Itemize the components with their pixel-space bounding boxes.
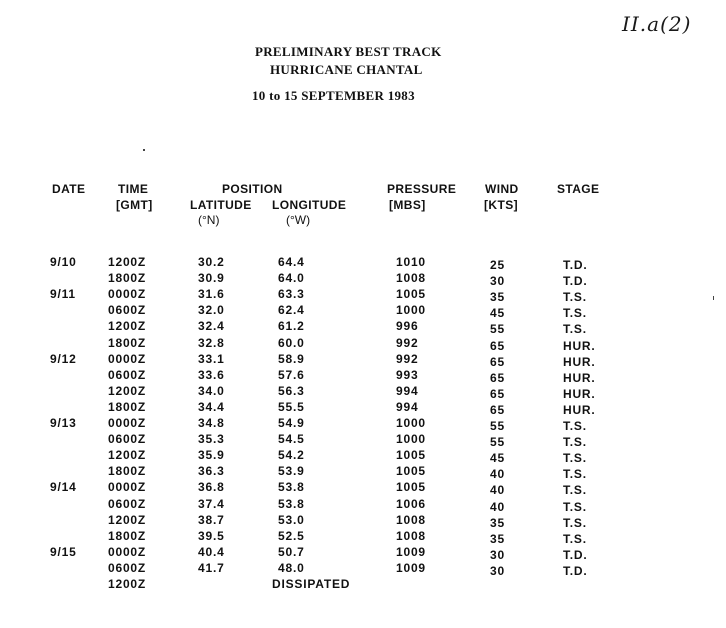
cell-wind: 30 bbox=[490, 547, 505, 562]
header-pressure: PRESSURE bbox=[387, 182, 457, 196]
cell-date: 9/14 bbox=[50, 480, 77, 495]
cell-lon: 64.4 bbox=[278, 255, 305, 269]
cell-stage: T.S. bbox=[563, 451, 587, 466]
cell-wind: 35 bbox=[490, 290, 505, 305]
scan-speck bbox=[713, 296, 714, 300]
cell-lat: 30.2 bbox=[198, 255, 225, 269]
cell-lon: 63.3 bbox=[278, 287, 305, 302]
cell-pressure: 1010 bbox=[396, 255, 426, 269]
cell-lon: 56.3 bbox=[278, 383, 305, 398]
cell-stage: T.S. bbox=[563, 290, 587, 305]
cell-lon: DISSIPATED bbox=[272, 577, 351, 591]
cell-pressure: 1000 bbox=[396, 416, 426, 430]
cell-pressure: 994 bbox=[396, 383, 419, 398]
cell-lon: 50.7 bbox=[278, 544, 305, 559]
cell-lat: 34.0 bbox=[198, 383, 225, 398]
cell-wind: 25 bbox=[490, 258, 505, 272]
cell-pressure: 1005 bbox=[396, 464, 426, 479]
cell-time: 0600Z bbox=[108, 560, 147, 575]
cell-stage: T.S. bbox=[563, 467, 587, 482]
header-time: TIME bbox=[118, 182, 149, 196]
cell-time: 0600Z bbox=[108, 367, 147, 382]
cell-stage: T.D. bbox=[563, 274, 588, 289]
header-position: POSITION bbox=[222, 182, 283, 196]
cell-lat: 38.7 bbox=[198, 512, 225, 527]
cell-pressure: 1005 bbox=[396, 287, 426, 302]
cell-wind: 40 bbox=[490, 467, 505, 482]
header-latitude: LATITUDE bbox=[190, 198, 252, 212]
cell-wind: 45 bbox=[490, 451, 505, 466]
cell-lon: 54.5 bbox=[278, 432, 305, 447]
cell-pressure: 1005 bbox=[396, 448, 426, 463]
cell-time: 1200Z bbox=[108, 255, 147, 269]
cell-lat: 37.4 bbox=[198, 496, 225, 511]
cell-lat: 32.4 bbox=[198, 319, 225, 334]
cell-lat: 33.1 bbox=[198, 351, 225, 366]
cell-time: 1200Z bbox=[108, 577, 147, 591]
cell-pressure: 1000 bbox=[396, 303, 426, 318]
cell-pressure: 996 bbox=[396, 319, 419, 334]
cell-pressure: 1008 bbox=[396, 528, 426, 543]
cell-wind: 65 bbox=[490, 386, 505, 401]
cell-stage: T.S. bbox=[563, 419, 587, 433]
cell-pressure: 1000 bbox=[396, 432, 426, 447]
cell-lon: 53.8 bbox=[278, 496, 305, 511]
cell-stage: T.S. bbox=[563, 435, 587, 450]
cell-time: 1800Z bbox=[108, 335, 147, 350]
cell-lat: 33.6 bbox=[198, 367, 225, 382]
cell-wind: 55 bbox=[490, 435, 505, 450]
cell-date: 9/13 bbox=[50, 416, 77, 430]
cell-wind: 65 bbox=[490, 370, 505, 385]
cell-wind: 65 bbox=[490, 338, 505, 353]
title-line-2: HURRICANE CHANTAL bbox=[270, 62, 423, 77]
cell-wind: 55 bbox=[490, 419, 505, 433]
cell-lat: 30.9 bbox=[198, 271, 225, 286]
cell-time: 1800Z bbox=[108, 528, 147, 543]
handwritten-annotation: II.a(2) bbox=[622, 12, 692, 36]
cell-stage: HUR. bbox=[563, 338, 596, 353]
cell-pressure: 992 bbox=[396, 351, 419, 366]
cell-time: 1200Z bbox=[108, 448, 147, 463]
cell-lon: 62.4 bbox=[278, 303, 305, 318]
cell-lat: 35.3 bbox=[198, 432, 225, 447]
header-stage: STAGE bbox=[557, 182, 600, 196]
cell-time: 1200Z bbox=[108, 383, 147, 398]
header-wind-unit: [KTS] bbox=[484, 198, 518, 212]
cell-lon: 55.5 bbox=[278, 399, 305, 414]
cell-wind: 35 bbox=[490, 515, 505, 530]
cell-lat: 39.5 bbox=[198, 528, 225, 543]
cell-stage: T.S. bbox=[563, 306, 587, 321]
cell-date: 9/11 bbox=[50, 287, 76, 302]
cell-stage: HUR. bbox=[563, 402, 596, 417]
cell-stage: HUR. bbox=[563, 386, 596, 401]
cell-wind: 65 bbox=[490, 354, 505, 369]
cell-pressure: 992 bbox=[396, 335, 419, 350]
cell-pressure: 1009 bbox=[396, 560, 426, 575]
scan-speck bbox=[143, 149, 145, 151]
cell-stage: T.D. bbox=[563, 563, 588, 578]
cell-time: 0600Z bbox=[108, 303, 147, 318]
cell-lon: 53.8 bbox=[278, 480, 305, 495]
cell-lon: 54.2 bbox=[278, 448, 305, 463]
header-pressure-unit: [MBS] bbox=[389, 198, 426, 212]
cell-lat: 36.8 bbox=[198, 480, 225, 495]
cell-pressure: 993 bbox=[396, 367, 419, 382]
cell-wind: 30 bbox=[490, 563, 505, 578]
cell-lat: 34.8 bbox=[198, 416, 225, 430]
cell-lon: 60.0 bbox=[278, 335, 305, 350]
cell-pressure: 1009 bbox=[396, 544, 426, 559]
cell-lat: 41.7 bbox=[198, 560, 225, 575]
header-time-unit: [GMT] bbox=[116, 198, 153, 212]
header-date: DATE bbox=[52, 182, 86, 196]
title-line-3: 10 to 15 SEPTEMBER 1983 bbox=[252, 88, 415, 103]
cell-lon: 54.9 bbox=[278, 416, 305, 430]
cell-time: 0600Z bbox=[108, 496, 147, 511]
cell-lon: 57.6 bbox=[278, 367, 305, 382]
cell-time: 1200Z bbox=[108, 512, 147, 527]
cell-lat: 35.9 bbox=[198, 448, 225, 463]
cell-stage: HUR. bbox=[563, 354, 596, 369]
cell-stage: T.S. bbox=[563, 499, 587, 514]
cell-lon: 53.9 bbox=[278, 464, 305, 479]
cell-time: 1800Z bbox=[108, 399, 147, 414]
cell-time: 0000Z bbox=[108, 287, 147, 302]
cell-lon: 61.2 bbox=[278, 319, 305, 334]
cell-pressure: 1008 bbox=[396, 271, 426, 286]
cell-wind: 45 bbox=[490, 306, 505, 321]
cell-lon: 52.5 bbox=[278, 528, 305, 543]
cell-wind: 40 bbox=[490, 483, 505, 498]
cell-time: 0000Z bbox=[108, 351, 147, 366]
cell-lon: 53.0 bbox=[278, 512, 305, 527]
cell-wind: 40 bbox=[490, 499, 505, 514]
cell-lat: 31.6 bbox=[198, 287, 225, 302]
cell-time: 0000Z bbox=[108, 416, 147, 430]
cell-stage: T.S. bbox=[563, 322, 587, 337]
cell-pressure: 1005 bbox=[396, 480, 426, 495]
cell-pressure: 1006 bbox=[396, 496, 426, 511]
cell-time: 0600Z bbox=[108, 432, 147, 447]
cell-time: 1800Z bbox=[108, 464, 147, 479]
cell-wind: 30 bbox=[490, 274, 505, 289]
cell-wind: 55 bbox=[490, 322, 505, 337]
cell-wind: 35 bbox=[490, 531, 505, 546]
cell-lat: 32.8 bbox=[198, 335, 225, 350]
cell-date: 9/12 bbox=[50, 351, 77, 366]
cell-time: 1200Z bbox=[108, 319, 147, 334]
cell-wind: 65 bbox=[490, 402, 505, 417]
cell-lat: 34.4 bbox=[198, 399, 225, 414]
cell-lat: 36.3 bbox=[198, 464, 225, 479]
cell-stage: T.S. bbox=[563, 531, 587, 546]
cell-date: 9/10 bbox=[50, 255, 77, 269]
cell-time: 1800Z bbox=[108, 271, 147, 286]
cell-date: 9/15 bbox=[50, 544, 77, 559]
cell-time: 0000Z bbox=[108, 480, 147, 495]
header-longitude: LONGITUDE bbox=[272, 198, 347, 212]
cell-lat: 40.4 bbox=[198, 544, 225, 559]
header-latitude-unit: (°N) bbox=[198, 213, 220, 227]
cell-lon: 58.9 bbox=[278, 351, 305, 366]
cell-lon: 48.0 bbox=[278, 560, 305, 575]
cell-stage: T.D. bbox=[563, 258, 588, 272]
cell-stage: HUR. bbox=[563, 370, 596, 385]
cell-time: 0000Z bbox=[108, 544, 147, 559]
header-longitude-unit: (°W) bbox=[286, 213, 311, 227]
header-wind: WIND bbox=[485, 182, 519, 196]
cell-lat: 32.0 bbox=[198, 303, 225, 318]
cell-stage: T.S. bbox=[563, 483, 587, 498]
cell-pressure: 994 bbox=[396, 399, 419, 414]
cell-stage: T.S. bbox=[563, 515, 587, 530]
cell-lon: 64.0 bbox=[278, 271, 305, 286]
cell-pressure: 1008 bbox=[396, 512, 426, 527]
title-line-1: PRELIMINARY BEST TRACK bbox=[255, 44, 442, 59]
cell-stage: T.D. bbox=[563, 547, 588, 562]
